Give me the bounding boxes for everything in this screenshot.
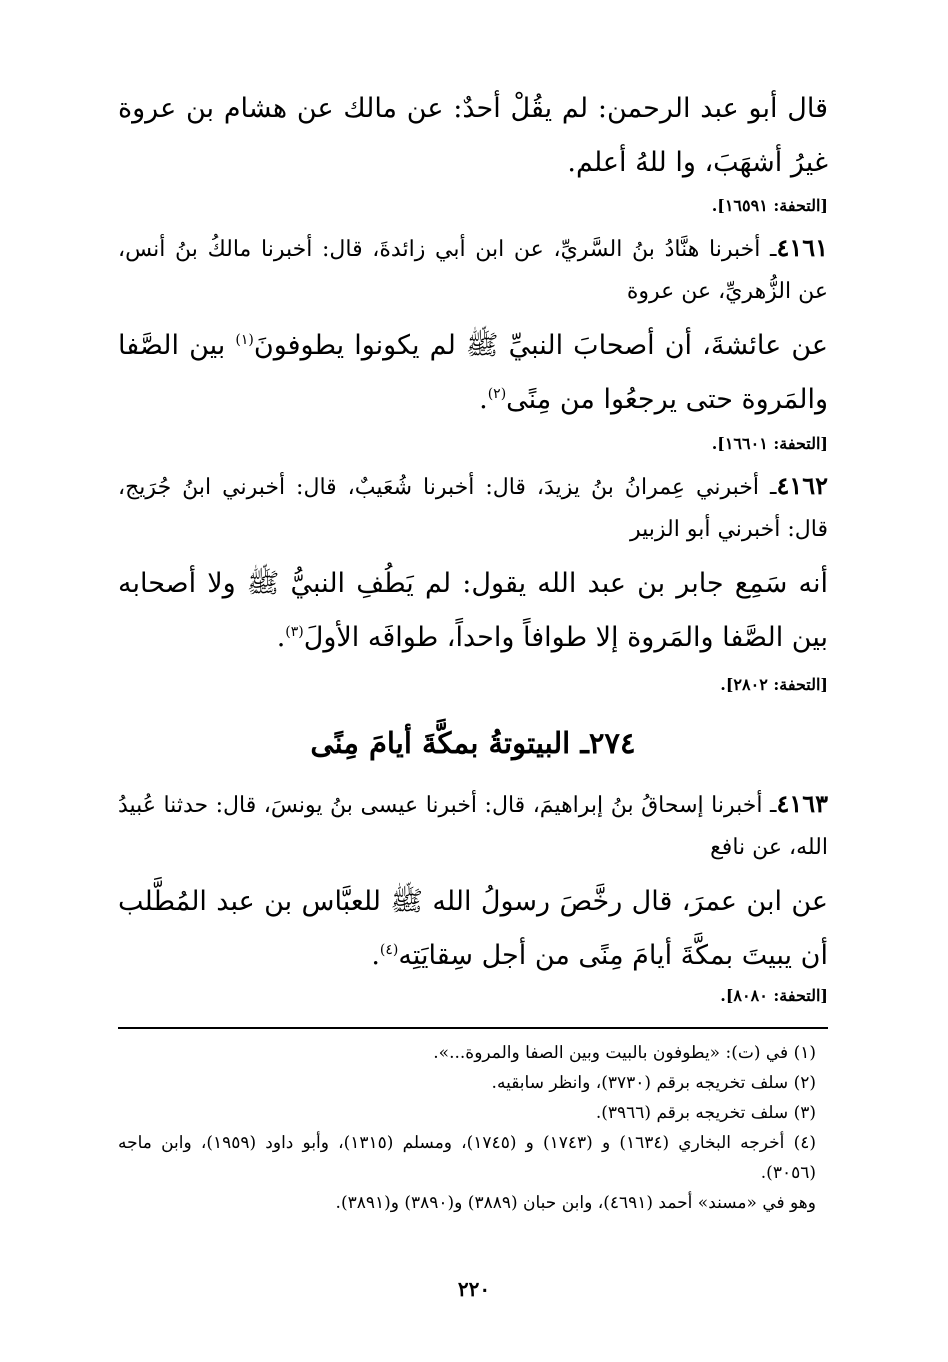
hadith-4163-isnad: ٤١٦٣ـ أخبرنا إسحاقُ بنُ إبراهيمَ، قال: أخبرنا عيسى بنُ يونسَ، قال: حدثنا عُبيدُ الله، عن نافع: [118, 789, 828, 860]
footnote-4: (٤) أخرجه البخاري (١٦٣٤) و (١٧٤٣) و (١٧٤٥)، ومسلم (١٣١٥)، وأبو داود (١٩٥٩)، وابن ماجه (٣٠٥٦).: [118, 1133, 816, 1183]
intro-text: قال أبو عبد الرحمن: لم يقُلْ أحدٌ: عن مالك عن هشام بن عروة غيرُ أشهَبَ، وا للهُ أعلم.: [118, 93, 828, 178]
hadith-4163: [118, 783, 828, 983]
footnote-1: (١) في (ت): «يطوفون بالبيت وبين الصفا والمروة...».: [433, 1043, 816, 1063]
tuhfa-reference-4: [التحفة: ٨٠٨٠].: [720, 986, 828, 1005]
hadith-4161-isnad: ٤١٦١ـ أخبرنا هنَّادُ بنُ السَّريِّ، عن ابن أبي زائدةَ، قال: أخبرنا مالكُ بنُ أنس، عن الزُّهريِّ، عن عروة: [118, 233, 828, 304]
hadith-4161: [118, 227, 828, 427]
chapter-title: ٢٧٤ـ البيتوتةُ بمكَّةَ أيامَ مِنًى: [310, 726, 636, 760]
hadith-4162-matn: أنه سَمِع جابر بن عبد الله يقول: لم يَطُفِ النبيُّ ﷺ ولا أصحابه بين الصَّفا والمَروة إلا طوافاً واحداً، طوافَه الأولَ$^{(٣)}$.: [118, 568, 828, 653]
footnote-ref: (١): [235, 332, 254, 348]
hadith-4163-matn: عن ابن عمرَ، قال رخَّصَ رسولُ الله ﷺ للعبَّاس بن عبد المُطَّلب أن يبيتَ بمكَّةَ أيامَ مِنًى من أجل سِقايَتِه$^{(٤)}$.: [118, 886, 828, 971]
hadith-number: ٤١٦٣: [776, 789, 828, 818]
hadith-4161-matn: عن عائشةَ، أن أصحابَ النبيِّ ﷺ لم يكونوا يطوفونَ$^{(١)}$ بين الصَّفا والمَروة حتى يرجعُوا من مِنًى$^{(٢)}$.: [118, 330, 828, 415]
tuhfa-reference-1: [التحفة: ١٦٥٩١].: [711, 196, 828, 215]
chapter-heading: [118, 718, 828, 768]
hadith-4162: [118, 465, 828, 665]
footnotes: [118, 1038, 828, 1218]
footnote-ref: (٤): [379, 942, 399, 958]
hadith-number: ٤١٦٢: [776, 471, 828, 500]
footnote-ref: (٣): [285, 624, 304, 640]
footnote-ref: (٢): [487, 386, 507, 402]
page-number: ٢٢٠: [457, 1277, 491, 1301]
footnote-4-continued: وهو في «مسند» أحمد (٤٦٩١)، وابن حبان (٣٨٨٩) و(٣٨٩٠) و(٣٨٩١).: [335, 1193, 816, 1213]
hadith-number: ٤١٦١: [776, 233, 828, 262]
intro-paragraph: [118, 82, 828, 190]
footnote-2: (٢) سلف تخريجه برقم (٣٧٣٠)، وانظر سابقيه.: [491, 1073, 816, 1093]
footnote-3: (٣) سلف تخريجه برقم (٣٩٦٦).: [595, 1103, 816, 1123]
tuhfa-reference-3: [التحفة: ٢٨٠٢].: [720, 675, 828, 694]
tuhfa-reference-2: [التحفة: ١٦٦٠١].: [711, 434, 828, 453]
footnote-separator: [118, 1027, 828, 1029]
hadith-4162-isnad: ٤١٦٢ـ أخبرني عِمرانُ بنُ يزيدَ، قال: أخبرنا شُعَيبٌ، قال: أخبرني ابنُ جُرَيج، قال: أخبرني أبو الزبير: [118, 471, 828, 542]
